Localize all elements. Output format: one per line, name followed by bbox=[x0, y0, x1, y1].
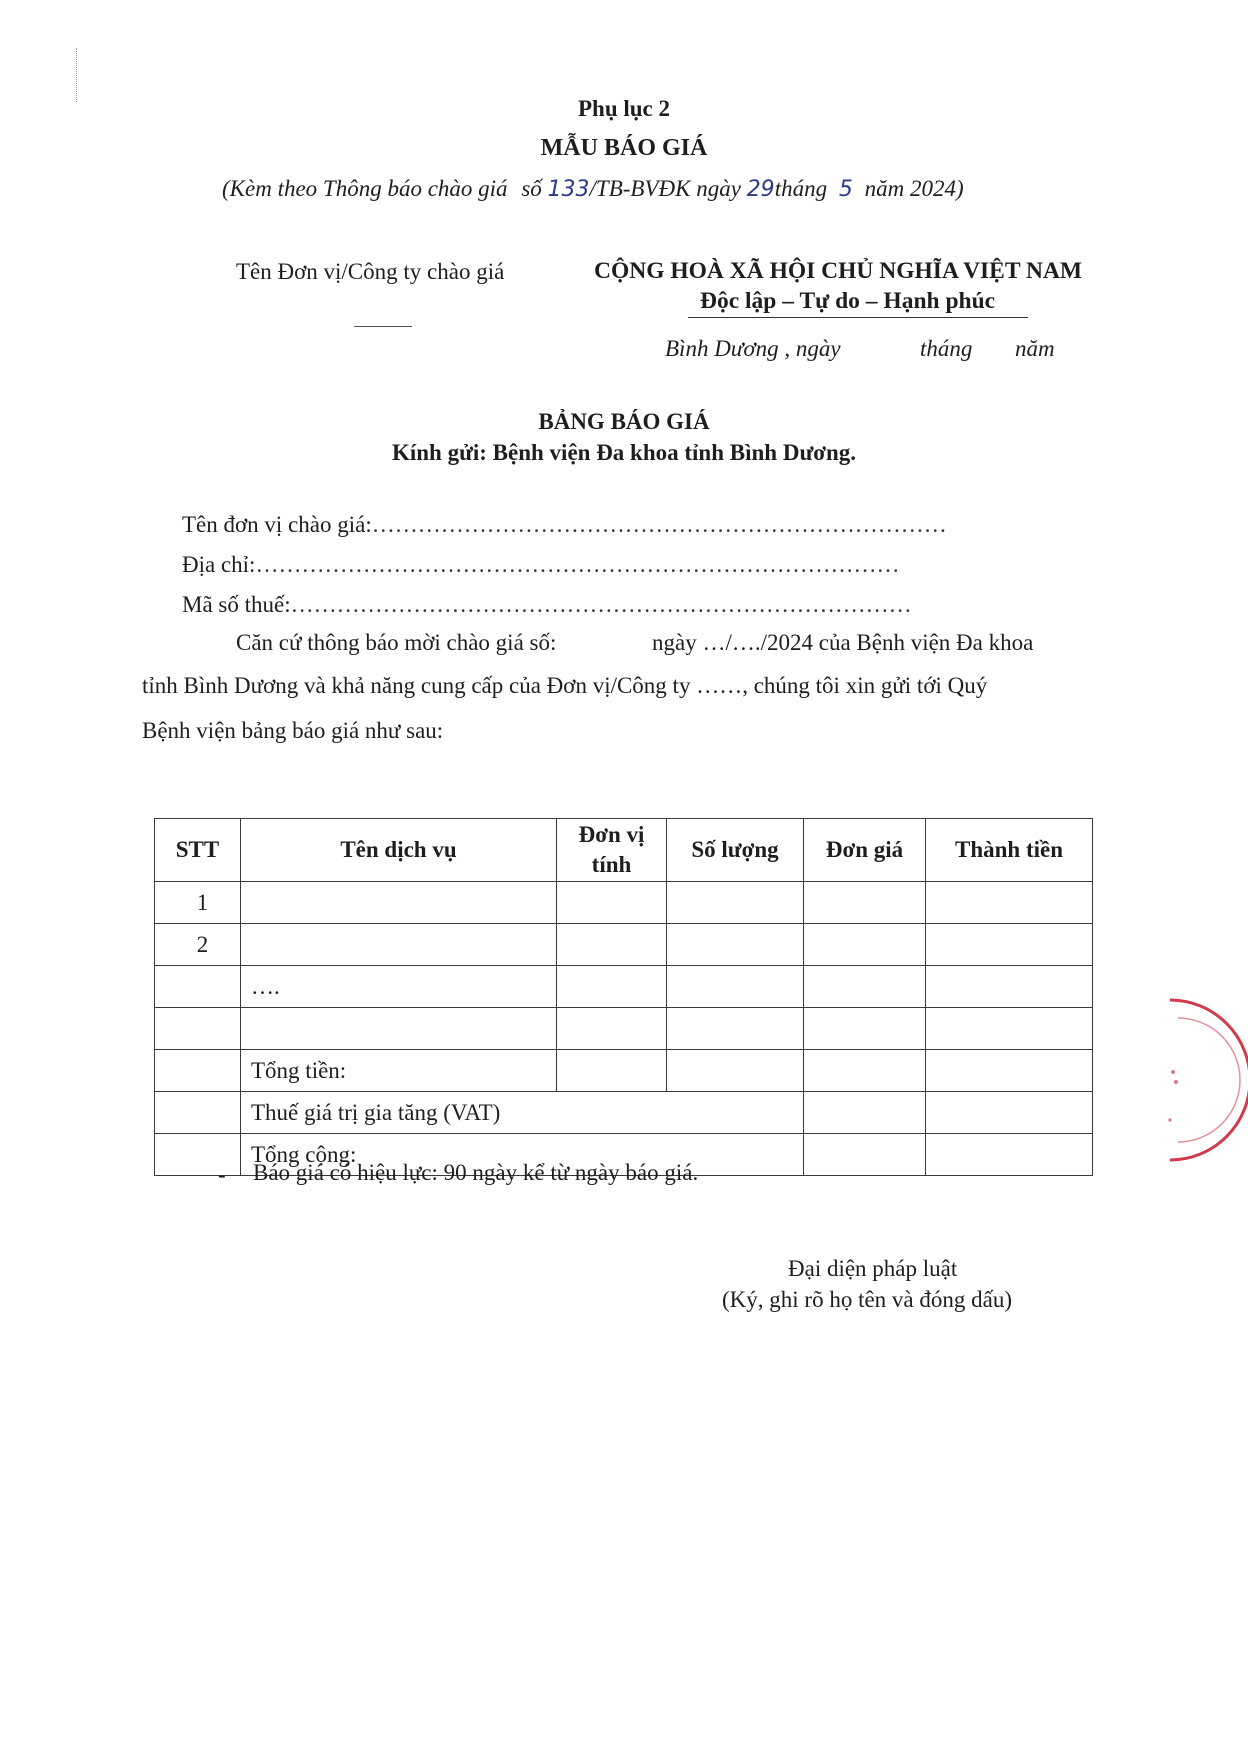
vat-label: Thuế giá trị gia tăng (VAT) bbox=[241, 1092, 804, 1134]
company-name-label: Tên Đơn vị/Công ty chào giá bbox=[236, 259, 505, 284]
intro-line-1a: Căn cứ thông báo mời chào giá số: bbox=[236, 630, 557, 655]
row-unit-price bbox=[804, 924, 926, 966]
address-dots: ………………………………………………………………………… bbox=[255, 552, 900, 577]
attachment-prefix: (Kèm theo Thông báo chào giá bbox=[222, 176, 508, 201]
row-amount bbox=[926, 1008, 1093, 1050]
national-title: CỘNG HOÀ XÃ HỘI CHỦ NGHĨA VIỆT NAM bbox=[594, 258, 1083, 284]
company-underline bbox=[354, 326, 412, 327]
stamp-mark bbox=[1168, 1118, 1171, 1121]
row-stt: 1 bbox=[155, 882, 241, 924]
header-stt: STT bbox=[155, 819, 241, 882]
row-stt bbox=[155, 1008, 241, 1050]
place-date-year: năm bbox=[1015, 336, 1055, 361]
header-amount: Thành tiền bbox=[926, 819, 1093, 882]
signature-note: (Ký, ghi rõ họ tên và đóng dấu) bbox=[722, 1287, 1012, 1312]
row-amount bbox=[926, 924, 1093, 966]
total-quantity bbox=[667, 1050, 804, 1092]
tax-code-field bbox=[182, 592, 912, 618]
handwritten-month: 5 bbox=[838, 177, 853, 202]
row-unit bbox=[557, 966, 667, 1008]
row-service bbox=[241, 882, 557, 924]
total-row bbox=[155, 1050, 1093, 1092]
grand-total-label: Tổng cộng: bbox=[241, 1134, 804, 1176]
row-quantity bbox=[667, 966, 804, 1008]
motto-underline bbox=[688, 317, 1028, 318]
total-stt bbox=[155, 1050, 241, 1092]
vat-row bbox=[155, 1092, 1093, 1134]
row-quantity bbox=[667, 924, 804, 966]
handwritten-day: 29 bbox=[746, 177, 775, 202]
row-quantity bbox=[667, 882, 804, 924]
form-title: MẪU BÁO GIÁ bbox=[540, 135, 708, 161]
row-stt: 2 bbox=[155, 924, 241, 966]
unit-name-dots: ………………………………………………………………… bbox=[371, 512, 947, 537]
total-amount bbox=[926, 1050, 1093, 1092]
intro-line-2: tỉnh Bình Dương và khả năng cung cấp của Đơn vị/Công ty ……, chúng tôi xin gửi tới Quý bbox=[142, 673, 988, 698]
quote-title: BẢNG BÁO GIÁ bbox=[538, 409, 710, 434]
unit-name-label: Tên đơn vị chào giá: bbox=[182, 512, 372, 537]
attachment-line bbox=[222, 176, 964, 202]
total-unit-price bbox=[804, 1050, 926, 1092]
handwritten-doc-number: 133 bbox=[547, 177, 590, 202]
row-service bbox=[241, 1008, 557, 1050]
row-unit bbox=[557, 882, 667, 924]
attachment-so-label: số bbox=[521, 176, 542, 201]
row-unit-price bbox=[804, 1008, 926, 1050]
row-stt bbox=[155, 966, 241, 1008]
unit-name-field bbox=[182, 512, 947, 538]
grand-total-amount bbox=[926, 1134, 1093, 1176]
vat-stt bbox=[155, 1092, 241, 1134]
attachment-ngay-label: ngày bbox=[696, 176, 741, 201]
header-service-name: Tên dịch vụ bbox=[241, 819, 557, 882]
header-quantity: Số lượng bbox=[667, 819, 804, 882]
red-stamp-seal bbox=[1140, 990, 1248, 1170]
attachment-year: năm 2024) bbox=[864, 176, 964, 201]
table-row bbox=[155, 966, 1093, 1008]
quote-table bbox=[154, 818, 1093, 1176]
scan-marks bbox=[76, 48, 79, 102]
stamp-outer-arc bbox=[1170, 1000, 1248, 1160]
table-row bbox=[155, 1008, 1093, 1050]
intro-line-1b: ngày …/…./2024 của Bệnh viện Đa khoa bbox=[652, 630, 1034, 655]
row-amount bbox=[926, 966, 1093, 1008]
intro-line-3: Bệnh viện bảng báo giá như sau: bbox=[142, 718, 444, 743]
stamp-mark bbox=[1171, 1070, 1175, 1074]
tax-code-dots: ……………………………………………………………………… bbox=[290, 592, 912, 617]
place-date: Bình Dương , ngày bbox=[665, 336, 841, 361]
validity-bullet: - bbox=[218, 1162, 226, 1187]
row-unit bbox=[557, 924, 667, 966]
validity-note: Báo giá có hiệu lực: 90 ngày kể từ ngày báo giá. bbox=[253, 1160, 699, 1185]
row-service: …. bbox=[241, 966, 557, 1008]
signature-title: Đại diện pháp luật bbox=[788, 1256, 958, 1281]
grand-total-unit-price bbox=[804, 1134, 926, 1176]
row-unit-price bbox=[804, 882, 926, 924]
header-unit-price: Đơn giá bbox=[804, 819, 926, 882]
vat-amount bbox=[926, 1092, 1093, 1134]
attachment-thang-label: tháng bbox=[774, 176, 828, 201]
recipient: Kính gửi: Bệnh viện Đa khoa tỉnh Bình Dương. bbox=[391, 440, 857, 465]
table-header-row bbox=[155, 819, 1093, 882]
header-unit: Đơn vị tính bbox=[557, 819, 667, 882]
tax-code-label: Mã số thuế: bbox=[182, 592, 291, 617]
total-label: Tổng tiền: bbox=[241, 1050, 557, 1092]
row-unit bbox=[557, 1008, 667, 1050]
table-row bbox=[155, 924, 1093, 966]
grand-total-stt bbox=[155, 1134, 241, 1176]
table-row bbox=[155, 882, 1093, 924]
total-unit bbox=[557, 1050, 667, 1092]
national-motto: Độc lập – Tự do – Hạnh phúc bbox=[700, 288, 996, 314]
place-date-month: tháng bbox=[920, 336, 973, 361]
stamp-inner-arc bbox=[1178, 1018, 1240, 1142]
row-unit-price bbox=[804, 966, 926, 1008]
row-amount bbox=[926, 882, 1093, 924]
row-service bbox=[241, 924, 557, 966]
address-label: Địa chỉ: bbox=[182, 552, 256, 577]
appendix-label: Phụ lục 2 bbox=[577, 96, 671, 121]
row-quantity bbox=[667, 1008, 804, 1050]
vat-unit-price bbox=[804, 1092, 926, 1134]
attachment-doc-code: /TB-BVĐK bbox=[589, 176, 691, 201]
address-field bbox=[182, 552, 899, 578]
stamp-mark bbox=[1174, 1080, 1178, 1084]
